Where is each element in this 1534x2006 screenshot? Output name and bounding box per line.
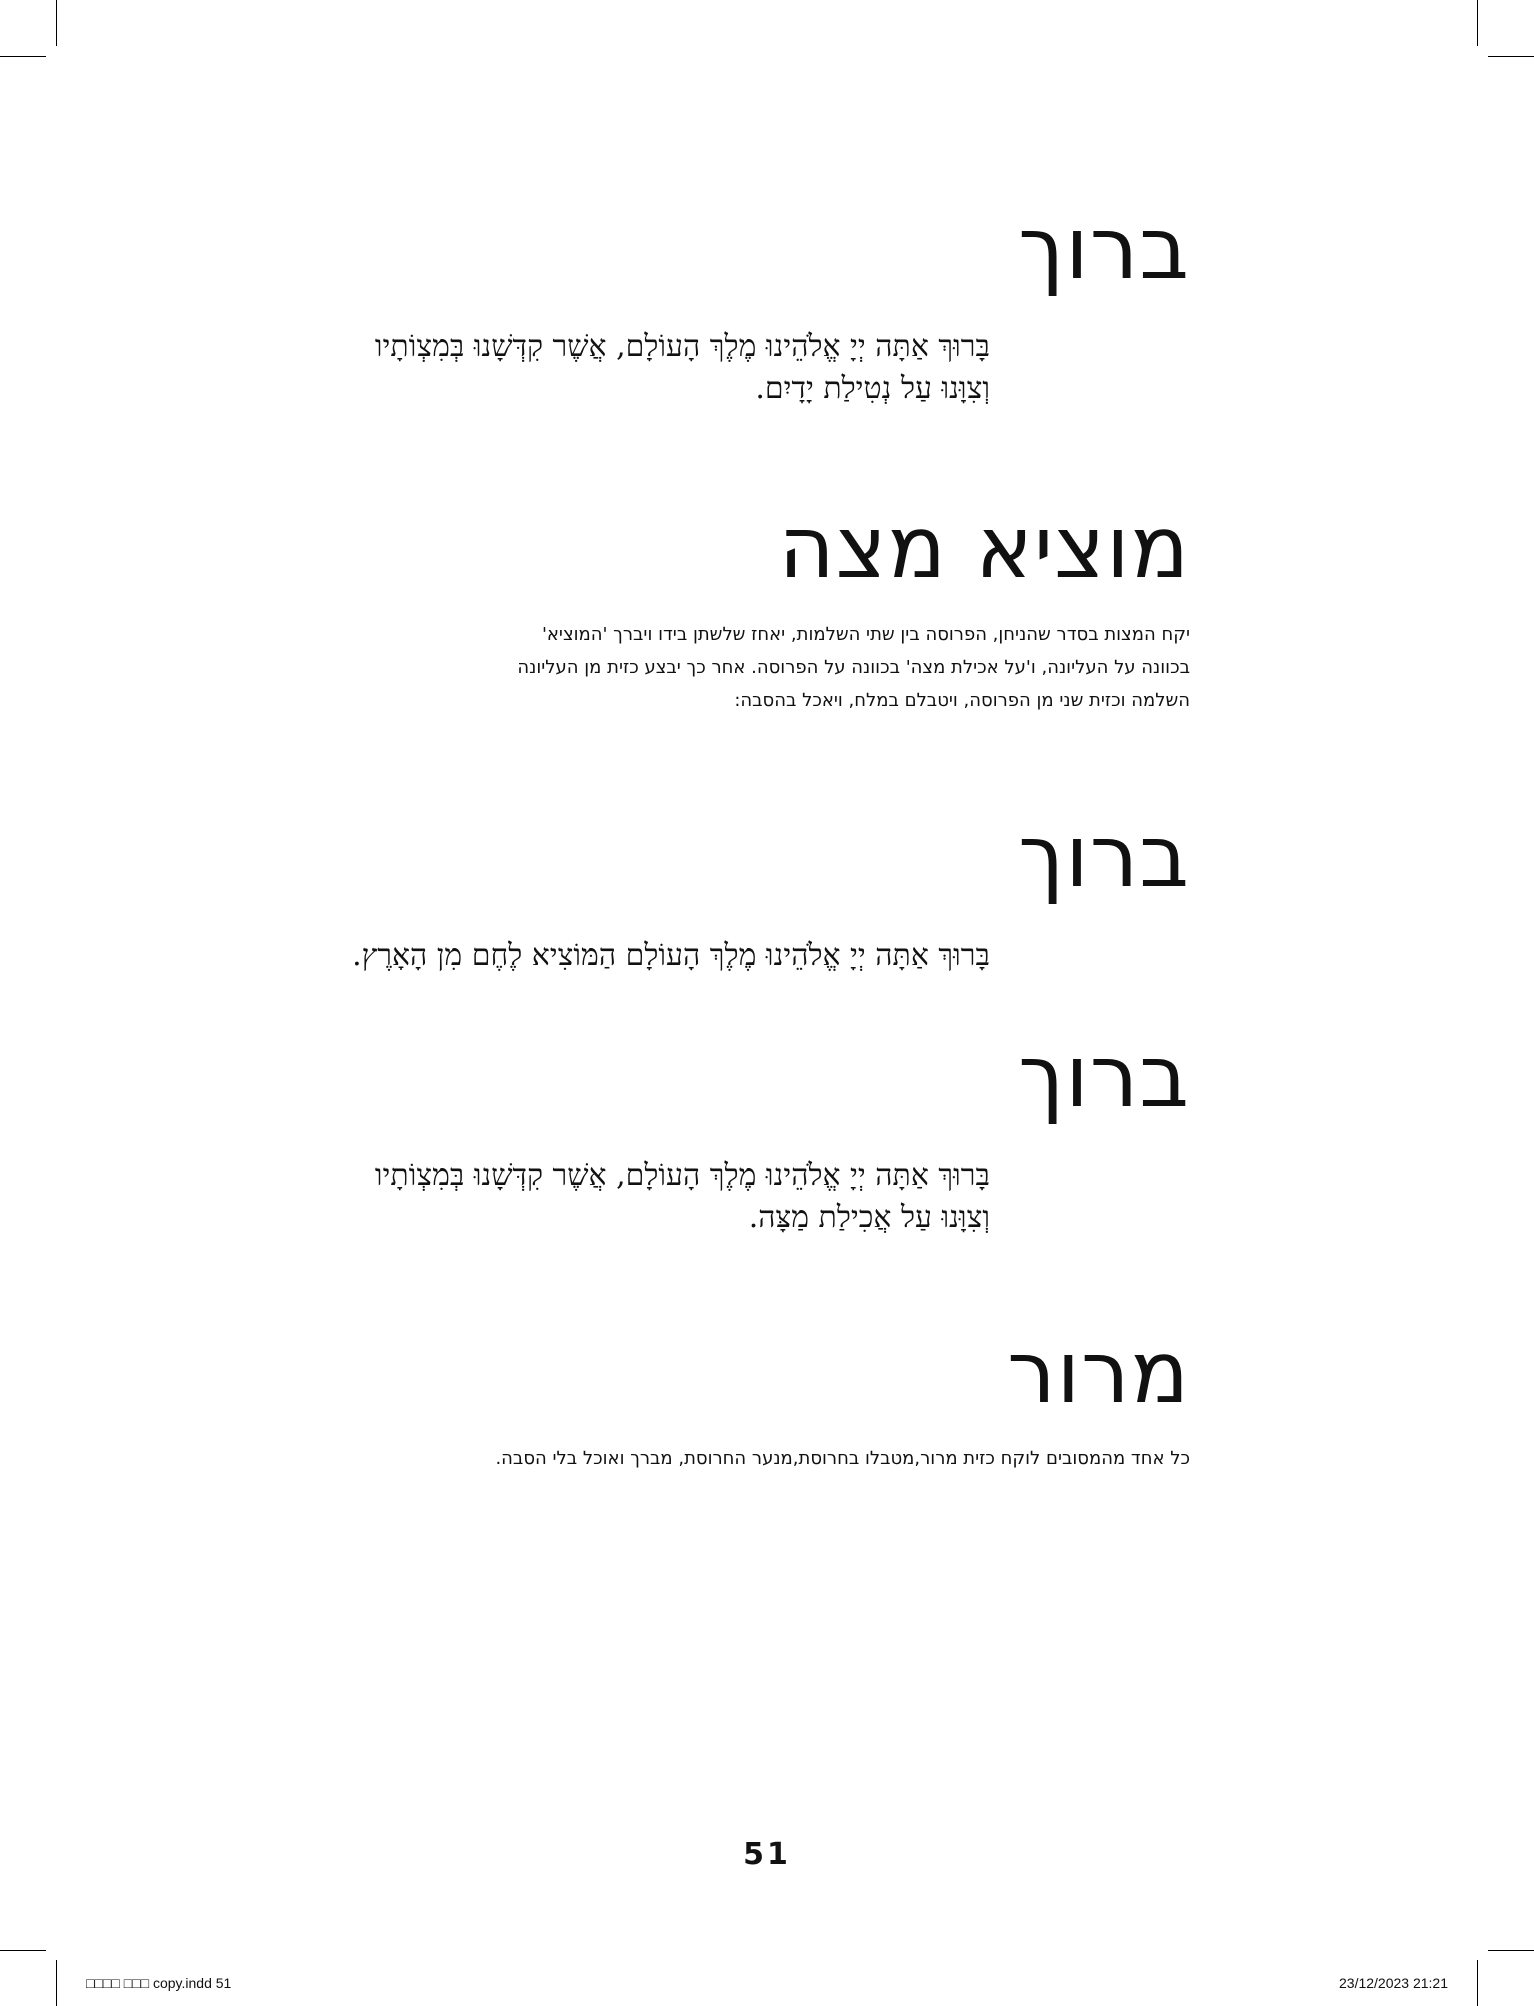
blessing-line: וְצִוָּנוּ עַל נְטִילַת יָדָיִם. xyxy=(755,371,990,406)
slug-timestamp: 23/12/2023 21:21 xyxy=(1339,1975,1448,1991)
blessing-line: בָּרוּךְ אַתָּה יְיָ אֱלֹהֵינוּ מֶלֶךְ הָעוֹלָם, אֲשֶׁר קִדְּשָׁנוּ בְּמִצְוֹתָיו xyxy=(374,329,990,364)
section-heading-baruch-3: ברוך xyxy=(1018,1027,1190,1127)
blessing-line: וְצִוָּנוּ עַל אֲכִילַת מַצָּה. xyxy=(748,1200,990,1235)
section-heading-baruch-2: ברוך xyxy=(1018,807,1190,907)
slug-filename: □□□□ □□□ copy.indd 51 xyxy=(86,1975,232,1991)
section-heading-baruch-1: ברוך xyxy=(1018,199,1190,299)
crop-mark-top-left-h xyxy=(0,56,46,57)
crop-mark-top-right-v xyxy=(1477,0,1478,46)
instruction-line: השלמה וכזית שני מן הפרוסה, ויטבלם במלח, ויאכל בהסבה: xyxy=(734,690,1190,711)
instruction-maror xyxy=(330,1442,1190,1475)
crop-mark-bottom-left-h xyxy=(0,1950,46,1951)
instruction-motzi-matzah xyxy=(330,618,1190,717)
section-heading-maror: מרור xyxy=(1007,1323,1190,1423)
blessing-hamotzi xyxy=(170,935,990,977)
instruction-line: יקח המצות בסדר שהניחן, הפרוסה בין שתי השלמות, יאחז שלשתן בידו ויברך 'המוציא' xyxy=(541,624,1190,645)
page-number: 51 xyxy=(743,1837,791,1872)
section-heading-motzi-matzah: מוציא מצה xyxy=(778,498,1190,598)
crop-mark-bottom-right-v xyxy=(1477,1960,1478,2006)
blessing-netilat-yadayim xyxy=(200,326,990,410)
instruction-line: כל אחד מהמסובים לוקח כזית מרור,מטבלו בחרוסת,מנער החרוסת, מברך ואוכל בלי הסבה. xyxy=(495,1448,1190,1469)
crop-mark-top-right-h xyxy=(1488,56,1534,57)
instruction-line: בכוונה על העליונה, ו'על אכילת מצה' בכוונה על הפרוסה. אחר כך יבצע כזית מן העליונה xyxy=(517,657,1190,678)
blessing-line: בָּרוּךְ אַתָּה יְיָ אֱלֹהֵינוּ מֶלֶךְ הָעוֹלָם הַמּוֹצִיא לֶחֶם מִן הָאָרֶץ. xyxy=(352,938,990,973)
blessing-line: בָּרוּךְ אַתָּה יְיָ אֱלֹהֵינוּ מֶלֶךְ הָעוֹלָם, אֲשֶׁר קִדְּשָׁנוּ בְּמִצְוֹתָיו xyxy=(374,1158,990,1193)
blessing-achilat-matzah xyxy=(200,1155,990,1239)
crop-mark-top-left-v xyxy=(56,0,57,46)
crop-mark-bottom-right-h xyxy=(1488,1950,1534,1951)
crop-mark-bottom-left-v xyxy=(56,1960,57,2006)
